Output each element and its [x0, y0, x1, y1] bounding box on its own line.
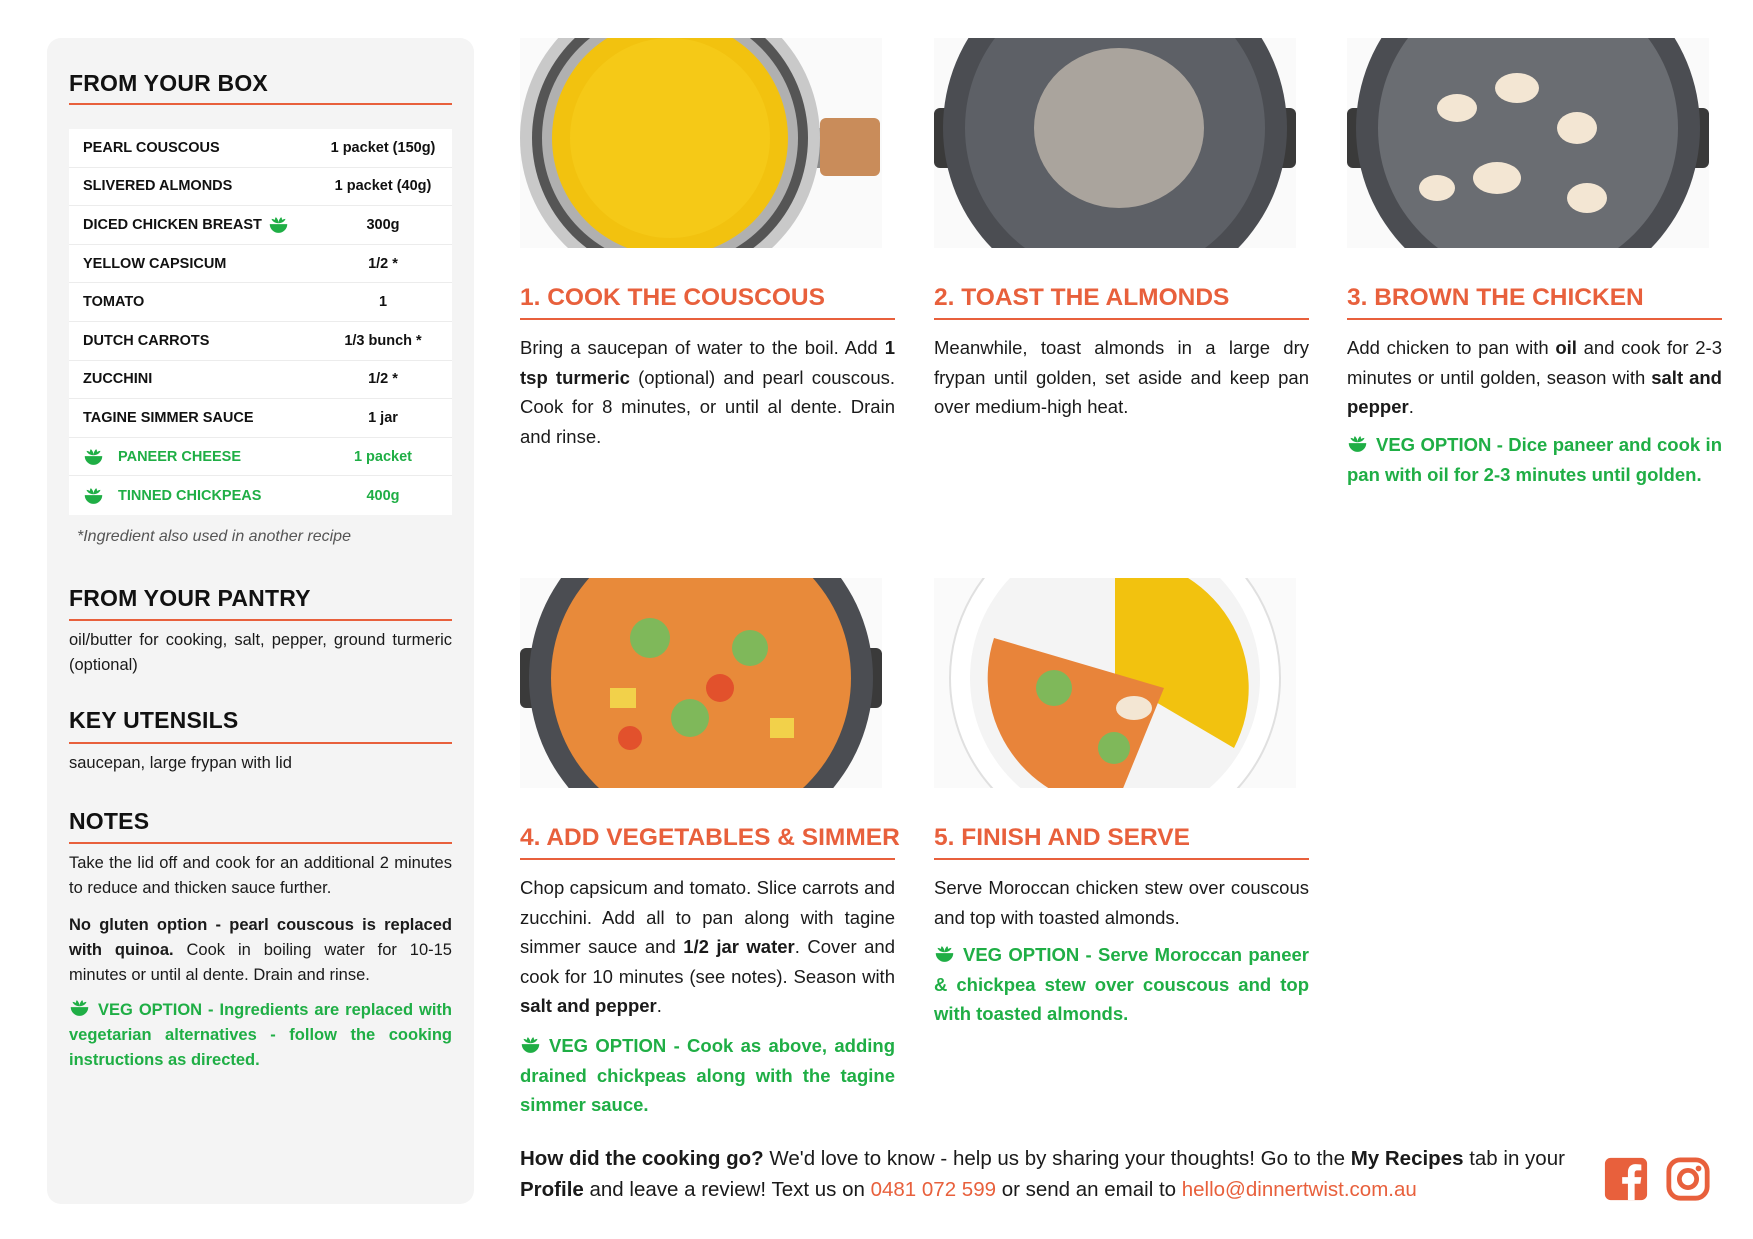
- ingredient-qty: 1/2 *: [368, 255, 398, 272]
- profile-label: Profile: [520, 1178, 584, 1201]
- step-text: Chop capsicum and tomato. Slice carrots and zucchini. Add all to pan along with tagine simmer sauce and: [520, 877, 895, 957]
- ingredient-qty: 1 packet (40g): [334, 178, 432, 195]
- ingredient-row: [69, 322, 452, 361]
- vegetable-stew-in-pan-photo: [520, 578, 882, 788]
- ingredient-name: PEARL COUSCOUS: [83, 139, 220, 156]
- ingredient-qty: 1 packet (150g): [330, 139, 436, 156]
- feedback-footer: [520, 1143, 1580, 1205]
- feedback-text: We'd love to know - help us by sharing your thoughts! Go to the: [763, 1147, 1351, 1170]
- utensils-title: KEY UTENSILS: [69, 707, 239, 733]
- veg-option-icon: [83, 487, 104, 505]
- step-instructions: Serve Moroccan chicken stew over couscous and top with toasted almonds.: [934, 877, 1309, 928]
- ingredient-qty: 1 packet: [353, 448, 413, 465]
- from-box-title: FROM YOUR BOX: [69, 70, 268, 96]
- ingredient-name: SLIVERED ALMONDS: [83, 178, 233, 195]
- step-rule: [520, 858, 895, 860]
- step-title: 4. ADD VEGETABLES & SIMMER: [520, 824, 900, 851]
- ingredient-name-cell: [69, 448, 314, 466]
- step-text-bold: 1 tsp turmeric: [520, 337, 895, 388]
- ingredient-name: TINNED CHICKPEAS: [118, 487, 262, 504]
- instagram-icon[interactable]: [1665, 1156, 1711, 1202]
- ingredient-row: [69, 206, 452, 245]
- step-photo: [520, 38, 882, 248]
- feedback-text: and leave a review! Text us on: [583, 1178, 871, 1201]
- plated-stew-photo: [934, 578, 1296, 788]
- couscous-in-strainer-photo: [520, 38, 882, 248]
- notes-rule: [69, 842, 452, 844]
- step-text: .: [1408, 396, 1414, 417]
- step-1: [520, 38, 895, 458]
- ingredient-row: [69, 168, 452, 207]
- step-text: . Cover and cook for 10 minutes (see notes). Season with: [520, 936, 895, 987]
- ingredient-qty: 400g: [366, 487, 400, 504]
- ingredient-qty: 300g: [366, 216, 400, 233]
- pantry-text: oil/butter for cooking, salt, pepper, ground turmeric (optional): [69, 631, 452, 674]
- ingredient-row: [69, 399, 452, 438]
- ingredient-name: ZUCCHINI: [83, 371, 153, 388]
- ingredient-name: DUTCH CARROTS: [83, 332, 210, 349]
- ingredients-table: [69, 129, 452, 515]
- step-instructions: Meanwhile, toast almonds in a large dry frypan until golden, set aside and keep pan over medium-high heat.: [934, 337, 1309, 417]
- step-instructions: [520, 333, 895, 451]
- ingredient-name-cell: [69, 216, 314, 234]
- step-3: [1347, 38, 1722, 518]
- ingredient-row: [69, 129, 452, 168]
- step-rule: [934, 318, 1309, 320]
- ingredient-row-veg: [69, 476, 452, 515]
- step-photo: [1347, 38, 1709, 248]
- step-photo: [934, 38, 1296, 248]
- veg-option-icon: [1347, 435, 1368, 453]
- ingredient-qty: 1/3 bunch *: [344, 332, 422, 349]
- step-text: .: [656, 995, 662, 1016]
- step-title: 3. BROWN THE CHICKEN: [1347, 284, 1644, 311]
- veg-option-icon: [934, 945, 955, 963]
- utensils-rule: [69, 742, 452, 744]
- chicken-in-pan-photo: [1347, 38, 1709, 248]
- step-rule: [1347, 318, 1722, 320]
- step-text-bold: oil: [1555, 337, 1577, 358]
- utensils-text: saucepan, large frypan with lid: [69, 754, 292, 772]
- ingredient-name: YELLOW CAPSICUM: [83, 255, 227, 272]
- step-2: [934, 38, 1309, 458]
- almonds-in-pan-photo: [934, 38, 1296, 248]
- pantry-rule: [69, 619, 452, 621]
- ingredient-name-cell: [69, 487, 314, 505]
- veg-option-icon: [520, 1036, 541, 1054]
- veg-option-icon: [83, 448, 104, 466]
- ingredient-qty: 1 jar: [368, 409, 398, 426]
- step-text: Add chicken to pan with: [1347, 337, 1556, 358]
- ingredient-footnote: *Ingredient also used in another recipe: [77, 528, 351, 545]
- step-text: Bring a saucepan of water to the boil. Add: [520, 337, 885, 358]
- from-box-rule: [69, 103, 452, 105]
- step-text: and cook for 2-3 minutes or until golden, season with: [1347, 337, 1722, 388]
- ingredient-name: TAGINE SIMMER SAUCE: [83, 409, 254, 426]
- notes-paragraph: Take the lid off and cook for an additional 2 minutes to reduce and thicken sauce further.: [69, 854, 452, 897]
- step-rule: [520, 318, 895, 320]
- step-veg-text: VEG OPTION - Cook as above, adding drained chickpeas along with the tagine simmer sauce.: [520, 1035, 895, 1115]
- no-gluten-note: [69, 913, 452, 988]
- step-veg-option: [520, 1031, 895, 1120]
- step-instructions: [520, 873, 895, 1021]
- veg-option-note: [69, 998, 452, 1073]
- step-veg-option: [934, 940, 1309, 1029]
- ingredient-name: DICED CHICKEN BREAST: [83, 216, 262, 233]
- ingredients-panel: [47, 38, 474, 1204]
- pantry-title: FROM YOUR PANTRY: [69, 585, 311, 611]
- email-link[interactable]: hello@dinnertwist.com.au: [1181, 1178, 1417, 1201]
- feedback-text: tab in your: [1463, 1147, 1565, 1170]
- step-title: 2. TOAST THE ALMONDS: [934, 284, 1230, 311]
- ingredient-row: [69, 361, 452, 400]
- step-text: (optional) and pearl couscous. Cook for 8 minutes, or until al dente. Drain and rinse.: [520, 366, 895, 447]
- step-4: [520, 578, 900, 1118]
- ingredient-qty: 1/2 *: [368, 371, 398, 388]
- feedback-text: or send an email to: [996, 1178, 1182, 1201]
- step-veg-option: [1347, 430, 1722, 489]
- step-photo: [934, 578, 1296, 788]
- ingredient-qty: 1: [378, 294, 388, 311]
- ingredient-name: TOMATO: [83, 294, 145, 311]
- facebook-icon[interactable]: [1603, 1156, 1649, 1202]
- step-veg-text: VEG OPTION - Serve Moroccan paneer & chickpea stew over couscous and top with toasted almonds.: [934, 944, 1309, 1024]
- ingredient-name: PANEER CHEESE: [118, 448, 242, 465]
- no-gluten-text: Cook in boiling water for 10-15 minutes or until al dente. Drain and rinse.: [69, 941, 452, 984]
- phone-link[interactable]: 0481 072 599: [870, 1178, 996, 1201]
- no-gluten-heading: No gluten option - pearl couscous is replaced with quinoa.: [69, 916, 452, 959]
- step-instructions: [1347, 333, 1722, 422]
- step-text-bold: salt and pepper: [520, 995, 657, 1016]
- step-veg-text: VEG OPTION - Dice paneer and cook in pan with oil for 2-3 minutes until golden.: [1347, 434, 1722, 485]
- feedback-question: How did the cooking go?: [520, 1147, 764, 1170]
- ingredient-row-veg: [69, 438, 452, 477]
- ingredient-row: [69, 245, 452, 284]
- my-recipes-label: My Recipes: [1350, 1147, 1464, 1170]
- step-5: [934, 578, 1309, 1058]
- notes-title: NOTES: [69, 808, 150, 834]
- veg-option-icon: [268, 216, 289, 234]
- step-photo: [520, 578, 882, 788]
- veg-option-icon: [69, 999, 90, 1017]
- step-text-bold: 1/2 jar water: [683, 936, 795, 957]
- ingredient-row: [69, 283, 452, 322]
- step-title: 5. FINISH AND SERVE: [934, 824, 1190, 851]
- step-rule: [934, 858, 1309, 860]
- step-text-bold: salt and pepper: [1347, 366, 1722, 417]
- veg-option-note-text: VEG OPTION - Ingredients are replaced with vegetarian alternatives - follow the cooking instructions as directed.: [69, 1001, 452, 1069]
- step-title: 1. COOK THE COUSCOUS: [520, 284, 825, 311]
